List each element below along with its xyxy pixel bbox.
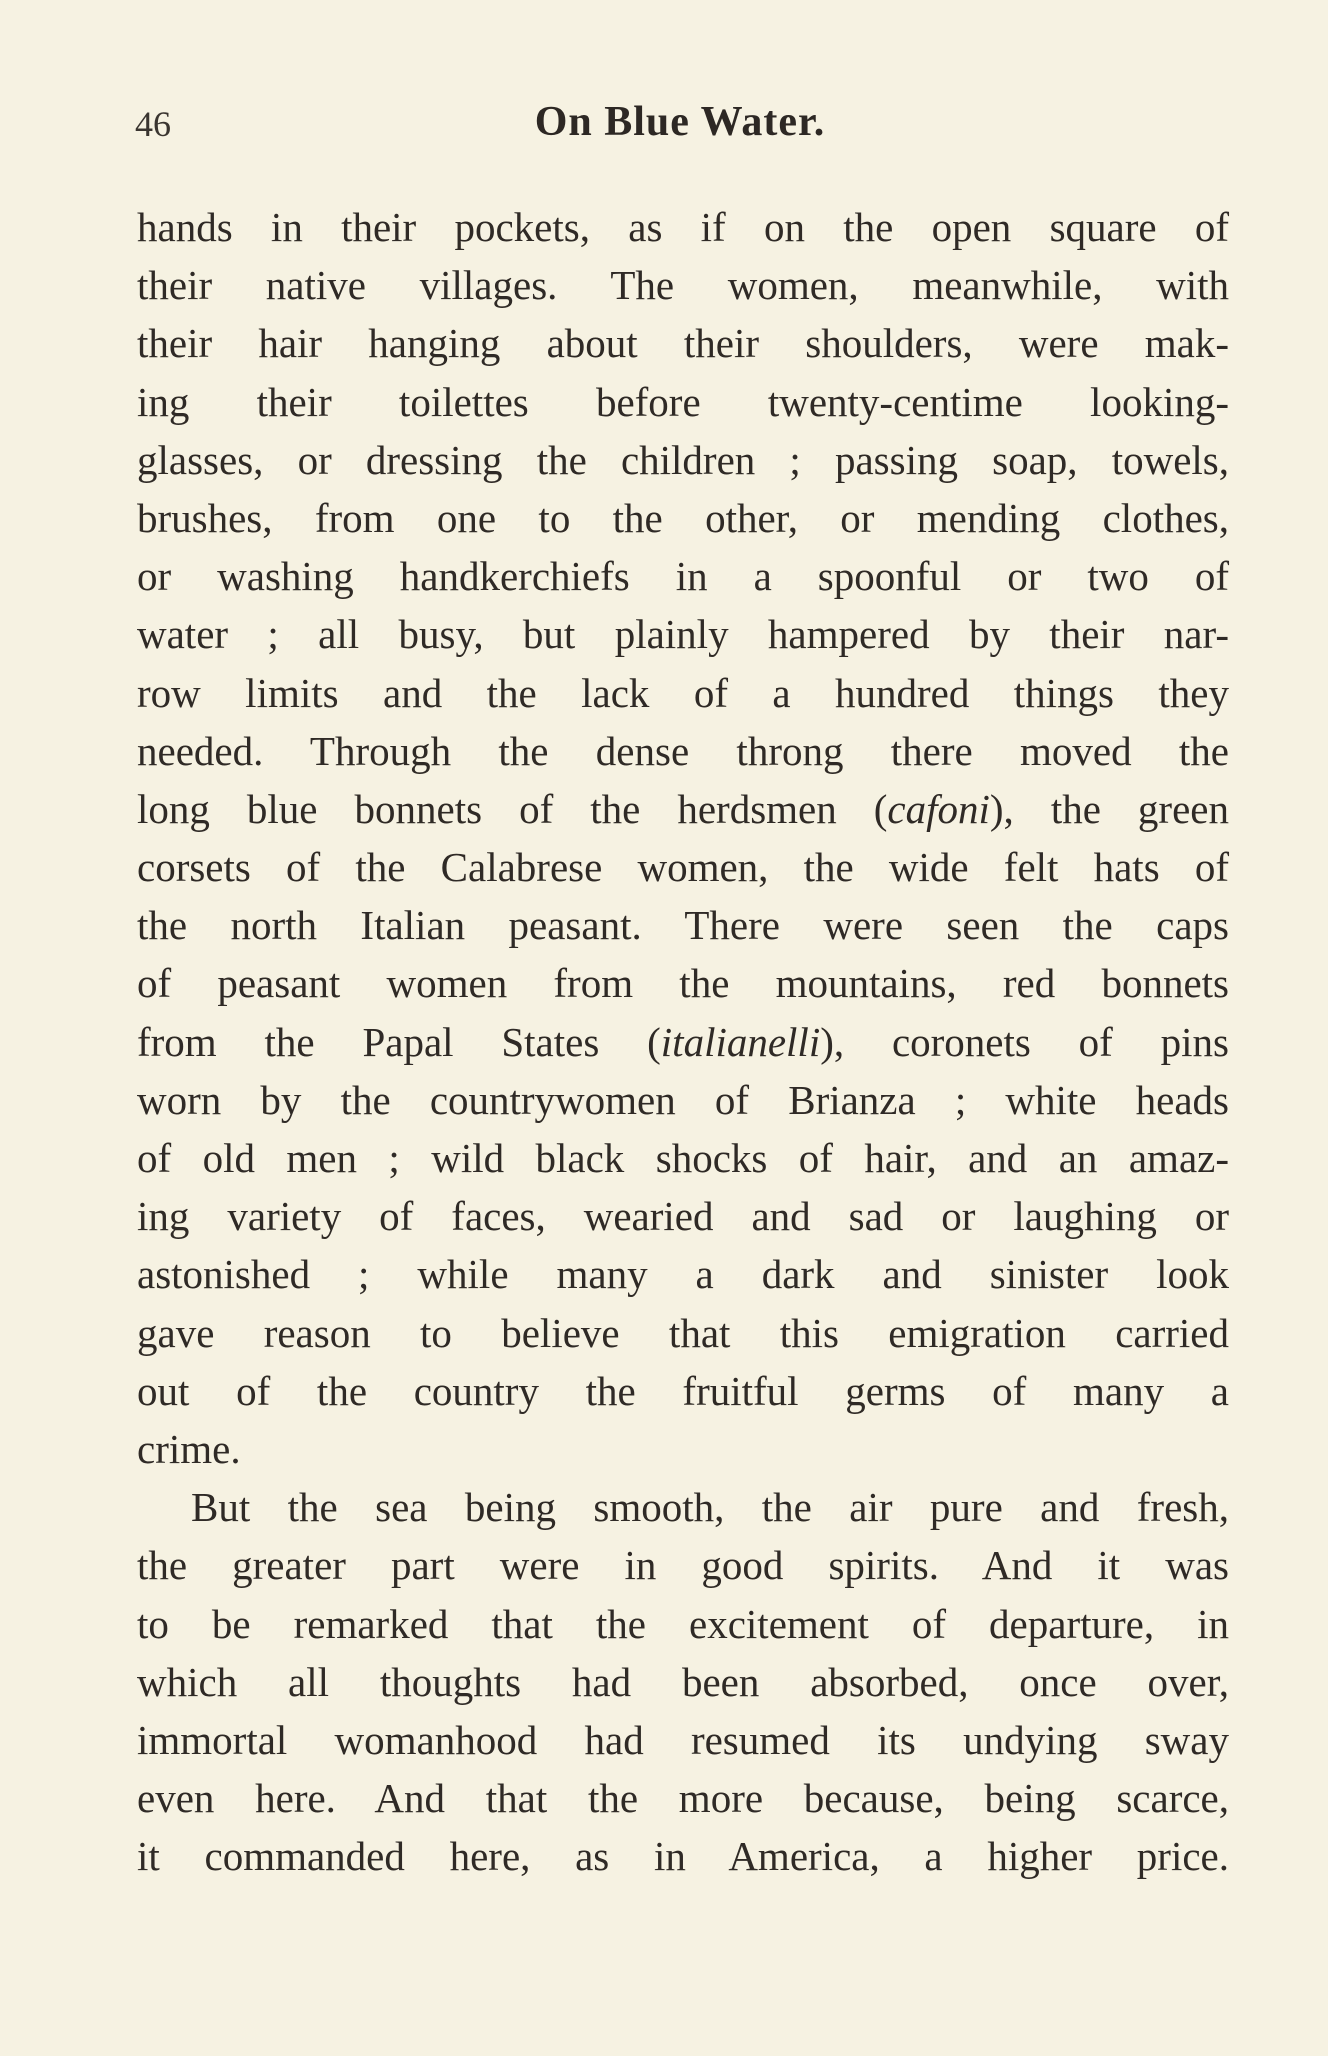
text-line: water ; all busy, but plainly hampered by their nar- [137,611,1229,658]
text-line: glasses, or dressing the children ; passing soap, towels, [137,436,1229,483]
text-line: gave reason to believe that this emigration carried [137,1309,1229,1356]
text-line: from the Papal States (italianelli), coronets of pins [137,1018,1229,1065]
paragraph-2 [137,1478,1229,1885]
text-line: corsets of the Calabrese women, the wide felt hats of [137,844,1229,891]
text-line: even here. And that the more because, being scarce, [137,1775,1229,1822]
text-line: their hair hanging about their shoulders, were mak- [137,320,1229,367]
text-line: crime. [137,1425,241,1472]
text-line: it commanded here, as in America, a higher price. [137,1833,1229,1880]
text-line: the north Italian peasant. There were seen the caps [137,902,1229,949]
text-line: needed. Through the dense throng there moved the [137,727,1229,774]
italic-term: cafoni [887,785,990,832]
text-line: to be remarked that the excitement of departure, in [137,1600,1229,1647]
text-line: row limits and the lack of a hundred things they [137,669,1229,716]
text-line: brushes, from one to the other, or mending clothes, [137,494,1229,541]
text-line: ing their toilettes before twenty-centime looking- [137,378,1229,425]
text-line: astonished ; while many a dark and sinister look [137,1251,1229,1298]
text-line: long blue bonnets of the herdsmen (cafoni), the green [137,785,1229,832]
text-line: the greater part were in good spirits. And it was [137,1542,1229,1589]
text-line: of peasant women from the mountains, red bonnets [137,960,1229,1007]
text-line: their native villages. The women, meanwhile, with [137,262,1229,309]
text-line: ing variety of faces, wearied and sad or laughing or [137,1193,1229,1240]
text-line: which all thoughts had been absorbed, once over, [137,1658,1229,1705]
text-line: out of the country the fruitful germs of many a [137,1367,1229,1414]
italic-term: italianelli [660,1018,821,1065]
text-line: of old men ; wild black shocks of hair, and an amaz- [137,1135,1229,1181]
text-line: worn by the countrywomen of Brianza ; white heads [137,1076,1229,1123]
text-line: hands in their pockets, as if on the open square of [137,204,1229,250]
body-text [137,198,1229,1885]
paragraph-1 [137,198,1229,1478]
text-line: immortal womanhood had resumed its undying sway [137,1716,1229,1763]
text-line: But the sea being smooth, the air pure and fresh, [191,1484,1229,1531]
page-header [135,98,1225,158]
running-head: On Blue Water. [534,99,826,145]
text-line: or washing handkerchiefs in a spoonful or two of [137,553,1229,600]
page-number: 46 [135,104,171,144]
